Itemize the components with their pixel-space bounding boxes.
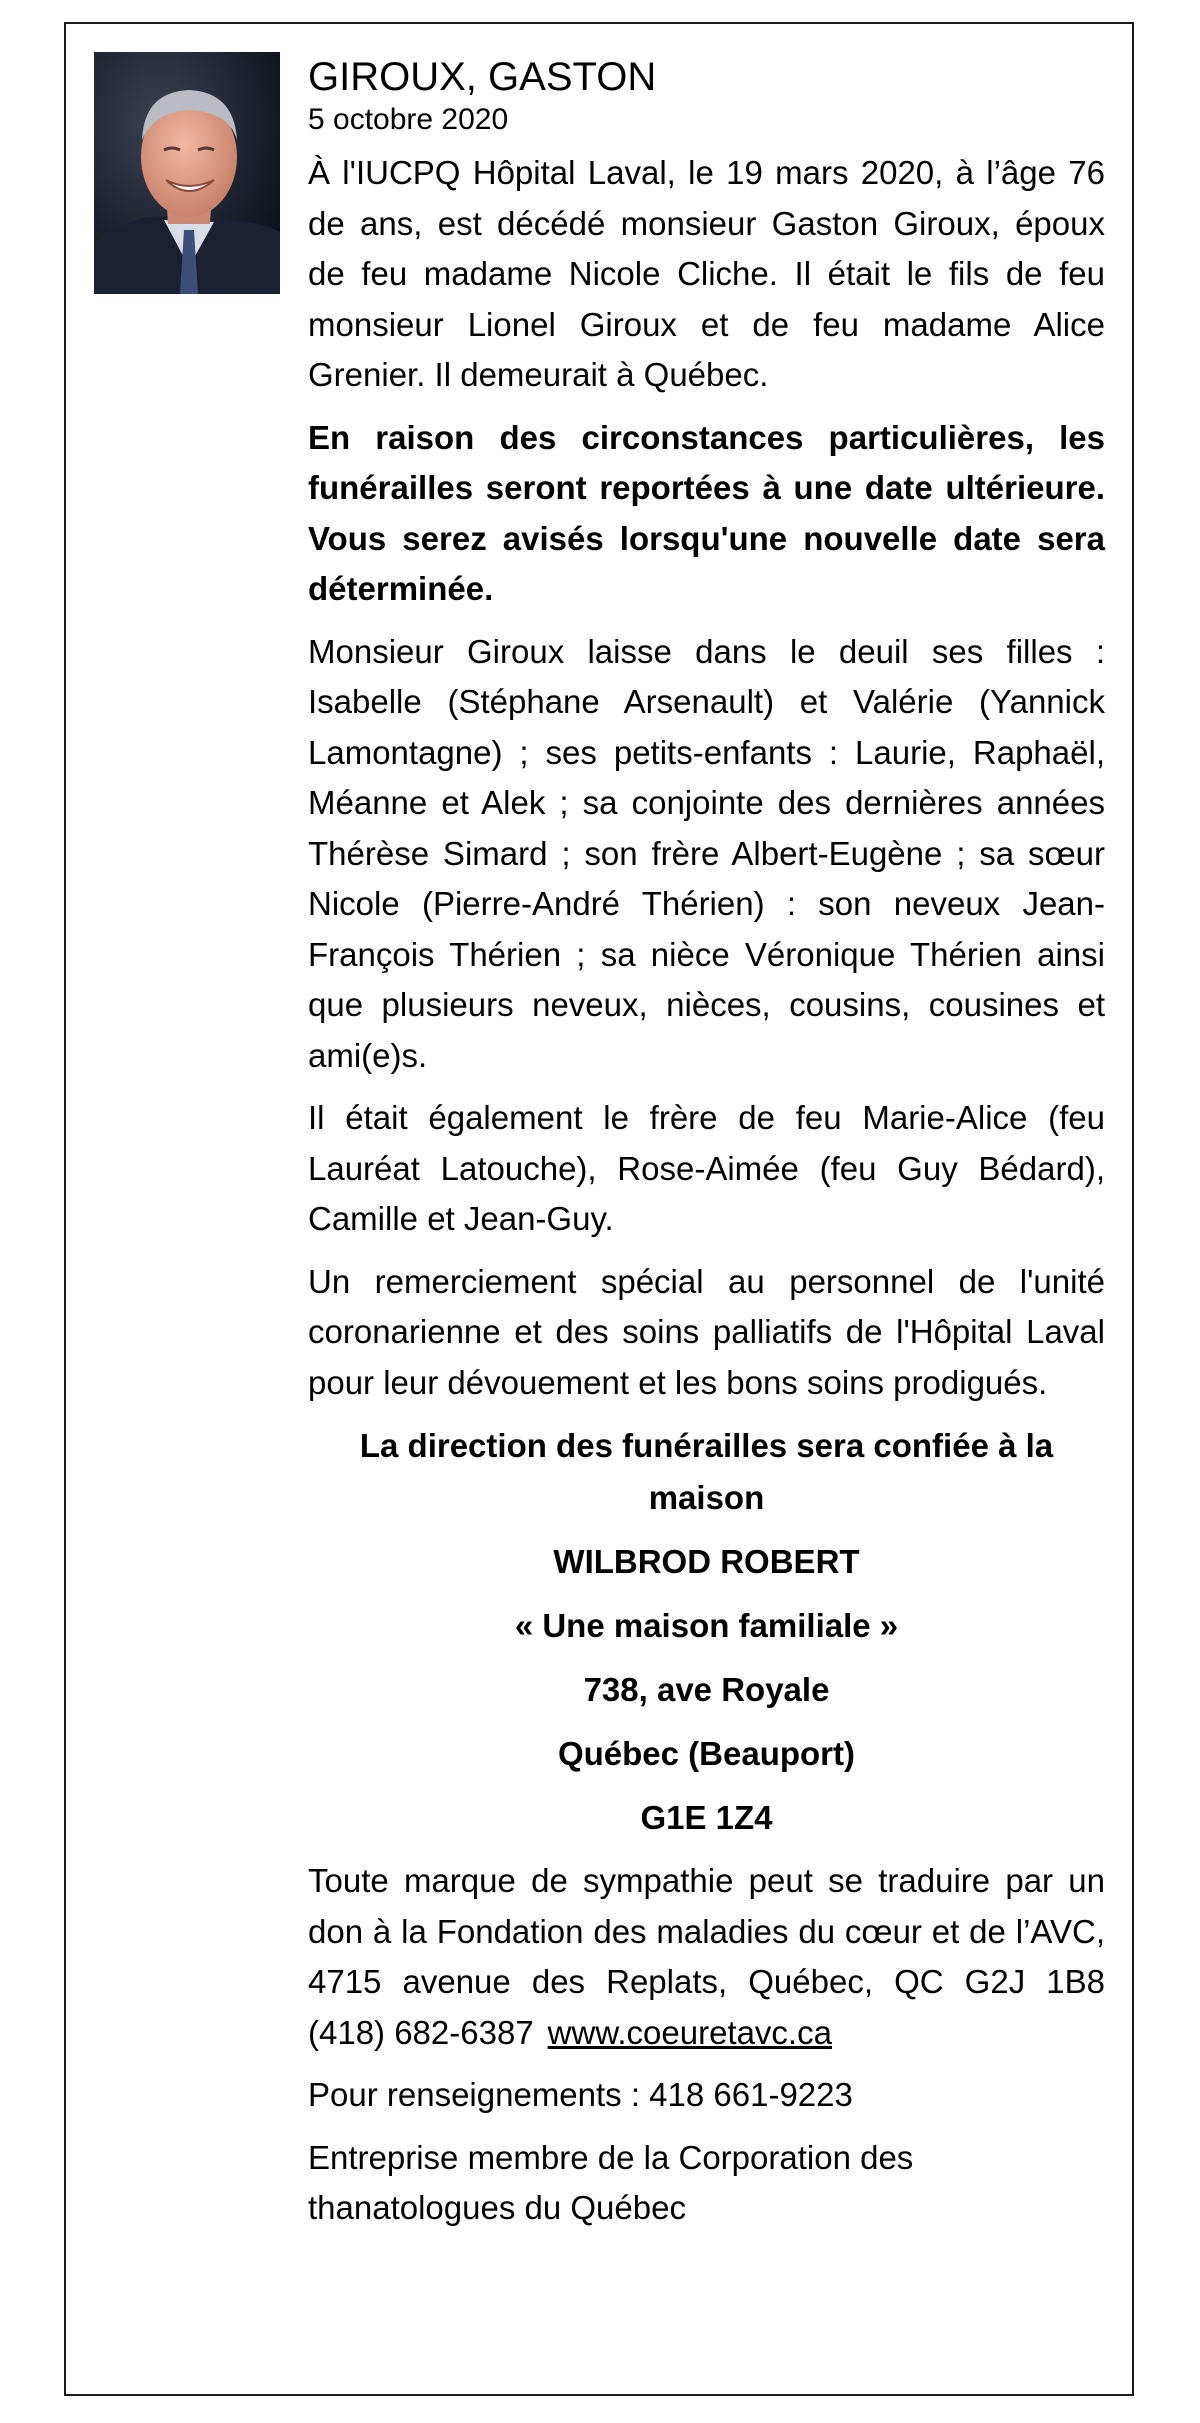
siblings-paragraph: Il était également le frère de feu Marie-Alice (feu Lauréat Latouche), Rose-Aimée (feu Guy Bédard), Camille et Jean-Guy. bbox=[308, 1099, 1105, 1237]
funeral-home-postal: G1E 1Z4 bbox=[640, 1799, 773, 1836]
funeral-home-street: 738, ave Royale bbox=[583, 1671, 830, 1708]
portrait-photo bbox=[94, 52, 280, 294]
donation-text: Toute marque de sympathie peut se traduire par un don à la Fondation des maladies du cœur et de l’AVC, 4715 avenue des Replats, Québec, QC G2J 1B8 (418) 682-6387 bbox=[308, 1862, 1105, 2051]
info-line: Pour renseignements : 418 661-9223 bbox=[308, 2076, 853, 2113]
funeral-home-slogan: « Une maison familiale » bbox=[514, 1607, 899, 1644]
obituary-content bbox=[308, 52, 1105, 2246]
family-paragraph: Monsieur Giroux laisse dans le deuil ses filles : Isabelle (Stéphane Arsenault) et Valérie (Yannick Lamontagne) ; ses petits-enfants : Laurie, Raphaël, Méanne et Alek ; sa conjointe des dernières années Thérèse Simard ; son frère Albert-Eugène ; sa sœur Nicole (Pierre-André Thérien) : son neveux Jean-François Thérien ; sa nièce Véronique Thérien ainsi que plusieurs neveux, nièces, cousins, cousines et ami(e)s. bbox=[308, 632, 1105, 1074]
intro-paragraph: À l'IUCPQ Hôpital Laval, le 19 mars 2020, à l’âge 76 de ans, est décédé monsieur Gaston Giroux, époux de feu madame Nicole Cliche. Il était le fils de feu monsieur Lionel Giroux et de feu madame Alice Grenier. Il demeurait à Québec. bbox=[308, 154, 1105, 393]
funeral-home-intro: La direction des funérailles sera confiée à la maison bbox=[359, 1427, 1054, 1516]
deceased-name: GIROUX, GASTON bbox=[308, 55, 657, 99]
funeral-home-name: WILBROD ROBERT bbox=[553, 1543, 860, 1580]
publication-date: 5 octobre 2020 bbox=[308, 103, 509, 136]
donation-paragraph bbox=[308, 1856, 1105, 2058]
donation-link[interactable]: www.coeuretavc.ca bbox=[547, 2013, 832, 2051]
thanks-paragraph: Un remerciement spécial au personnel de l'unité coronarienne et des soins palliatifs de l'Hôpital Laval pour leur dévouement et les bons soins prodigués. bbox=[308, 1262, 1105, 1401]
funeral-postponed-notice: En raison des circonstances particulières, les funérailles seront reportées à une date ultérieure. Vous serez avisés lorsqu'une nouvelle date sera déterminée. bbox=[308, 418, 1105, 607]
funeral-home-city: Québec (Beauport) bbox=[557, 1735, 856, 1772]
member-line: Entreprise membre de la Corporation des thanatologues du Québec bbox=[308, 2138, 914, 2226]
